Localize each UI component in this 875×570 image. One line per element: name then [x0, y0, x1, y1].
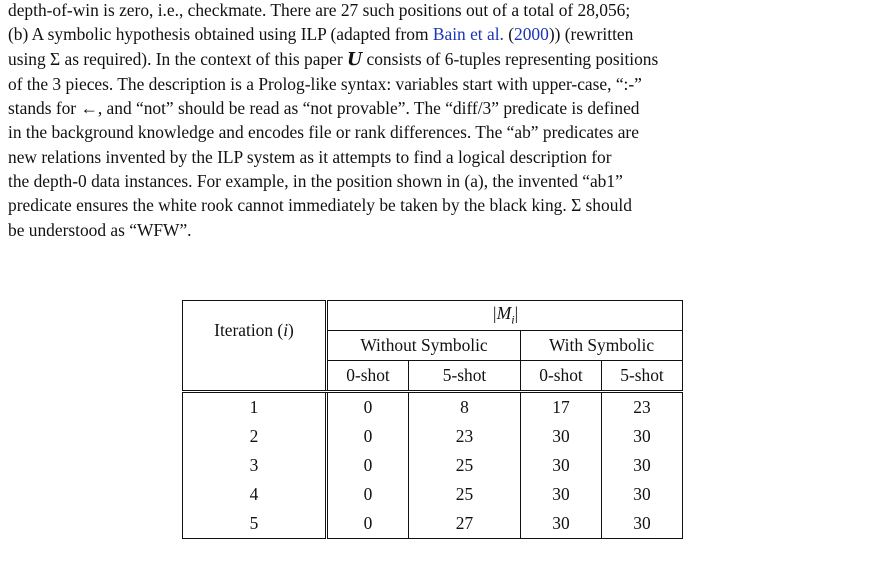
iteration-cell: 2	[183, 422, 327, 451]
value-cell: 30	[521, 451, 602, 480]
group-with-symbolic: With Symbolic	[521, 331, 683, 361]
table-row	[183, 509, 683, 539]
value-cell: 30	[602, 509, 683, 539]
caption-line: in the background knowledge and encodes file or rank differences. The “ab” predicates are	[8, 122, 639, 143]
subheader-0shot-without: 0-shot	[327, 361, 409, 392]
subheader-0shot-with: 0-shot	[521, 361, 602, 392]
value-cell: 0	[327, 509, 409, 539]
iteration-cell: 1	[183, 392, 327, 423]
subheader-5shot-with: 5-shot	[602, 361, 683, 392]
value-cell: 30	[521, 480, 602, 509]
mi-header: $|M_i|$	[327, 301, 683, 331]
caption-text: consists of 6-tuples representing positions	[362, 48, 659, 69]
value-cell: 27	[409, 509, 521, 539]
iteration-cell: 3	[183, 451, 327, 480]
table-row	[183, 392, 683, 423]
subheader-5shot-without: 5-shot	[409, 361, 521, 392]
value-cell: 30	[602, 451, 683, 480]
blank-cell	[183, 361, 327, 392]
caption-line: of the 3 pieces. The description is a Prolog-like syntax: variables start with upper-case, “:-”	[8, 73, 642, 94]
caption-text: ) (rewritten	[554, 24, 634, 45]
value-cell: 17	[521, 392, 602, 423]
value-cell: 30	[602, 480, 683, 509]
value-cell: 0	[327, 480, 409, 509]
value-cell: 8	[409, 392, 521, 423]
results-table	[182, 300, 683, 539]
citation-author-link[interactable]: Bain et al.	[432, 24, 504, 45]
table-header-row	[183, 301, 683, 331]
caption-line: stands for ←, and “not” should be read as “not provable”. The “diff/3” predicate is defined	[8, 98, 640, 119]
caption-line: the depth-0 data instances. For example, in the position shown in (a), the invented “ab1”	[8, 171, 623, 192]
value-cell: 23	[409, 422, 521, 451]
caption-text: )	[548, 24, 555, 45]
value-cell: 23	[602, 392, 683, 423]
iteration-cell: 5	[183, 509, 327, 539]
caption-line: depth-of-win is zero, i.e., checkmate. There are 27 such positions out of a total of 28,056;	[8, 0, 631, 20]
caption-line: using Σ as required). In the context of this paper	[8, 48, 347, 69]
iteration-cell: 4	[183, 480, 327, 509]
citation-year-link[interactable]: 2000	[514, 24, 549, 45]
caption-text: (	[503, 24, 515, 45]
value-cell: 30	[521, 509, 602, 539]
iteration-header: Iteration (i)	[183, 301, 327, 361]
table-row	[183, 480, 683, 509]
value-cell: 25	[409, 451, 521, 480]
figure-caption	[8, 0, 868, 242]
caption-line: new relations invented by the ILP system as it attempts to find a logical description for	[8, 146, 612, 167]
group-without-symbolic: Without Symbolic	[327, 331, 521, 361]
universe-symbol: U	[347, 49, 363, 70]
value-cell: 30	[602, 422, 683, 451]
table-row	[183, 422, 683, 451]
caption-line: predicate ensures the white rook cannot immediately be taken by the black king. Σ should	[8, 195, 632, 216]
caption-line: (b) A symbolic hypothesis obtained using ILP (adapted from	[8, 24, 433, 45]
value-cell: 25	[409, 480, 521, 509]
caption-line: be understood as “WFW”.	[8, 219, 192, 240]
table-row	[183, 451, 683, 480]
table-subheader-row	[183, 361, 683, 392]
value-cell: 0	[327, 422, 409, 451]
value-cell: 0	[327, 451, 409, 480]
value-cell: 30	[521, 422, 602, 451]
value-cell: 0	[327, 392, 409, 423]
